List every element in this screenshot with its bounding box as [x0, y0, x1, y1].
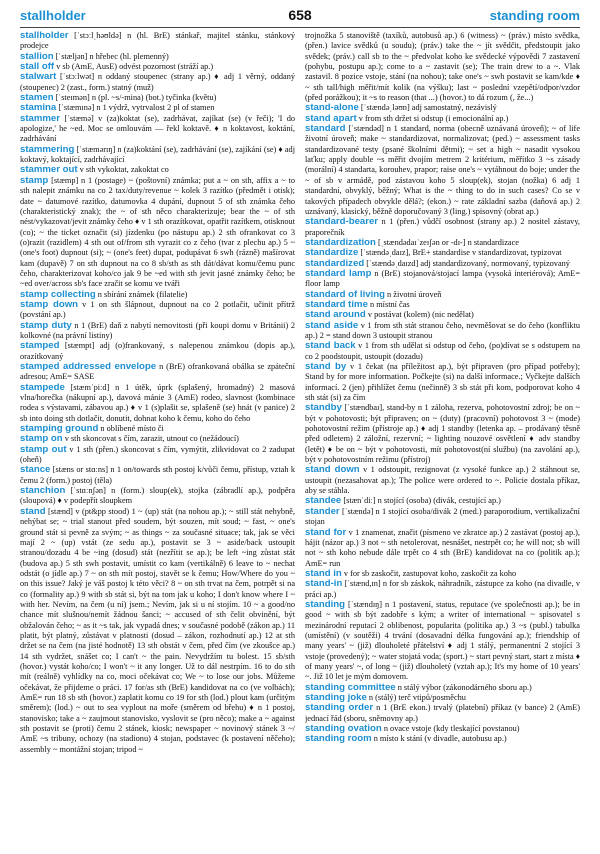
dictionary-columns	[20, 31, 580, 844]
entry-headword: stamp	[20, 174, 49, 186]
page-number: 658	[288, 7, 312, 23]
entry-headword: stamping ground	[20, 423, 99, 435]
dictionary-entry	[305, 600, 580, 683]
entry-headword: stamp duty	[20, 319, 72, 331]
dictionary-entry	[20, 145, 295, 166]
entry-headword: standing committee	[305, 681, 396, 693]
right-guide-word: standing room	[489, 8, 580, 23]
dictionary-entry	[20, 321, 295, 342]
dictionary-entry	[305, 569, 580, 579]
entry-headword: stand apart	[305, 112, 357, 124]
entry-headword: stand aside	[305, 319, 359, 331]
dictionary-entry	[305, 321, 580, 342]
entry-definition: [ˈstændɪŋ] n 1 postavení, status, reputace (ve společnosti ap.); be in good ~ with sb být zadobře s kým; a writer of international ~ spisovatel s mezinárodní reputací 2 oblibenost, popularita (politika ap.) 3 ~s (publ.) tabulka (umístění) (v soutěži) 4 trvání (dosavadní délka fungování ap.); friendship of many years' ~ (již) dlouholeté přátelství ♦ adj 1 stálý, permanentní 2 stojící 3 vstoje (provedený); ~ water stojatá voda; (sport.) ~ start pevný start, start z místa ♦ of many years' ~, of long ~ (již) dlouholetý (vztah ap.); It's my home of 10 years' ~. Již 10 let je mým domovem.	[305, 599, 580, 682]
dictionary-entry	[305, 362, 580, 403]
entry-definition: v 1 čekat (na příležitost ap.), být připraven (pro případ potřeby); Stand by for more information. Počkejte (si) na další informace.; Vyčkejte dalších informací. 2 (jen) přihlížet čemu (nečinně) 3 sb stát při kom, podporovat koho 4 sth stát (si) za čím	[305, 362, 580, 403]
dictionary-entry	[20, 62, 295, 72]
entry-definition: n 1 (BrE) daň z nabytí nemovitosti (při koupi domu v Británii) 2 kolkovné (na právní listiny)	[20, 320, 295, 340]
dictionary-entry	[305, 124, 580, 217]
dictionary-entry	[305, 507, 580, 528]
dictionary-entry	[305, 465, 580, 496]
entry-headword: stallholder	[20, 31, 69, 41]
entry-headword: standard time	[305, 298, 368, 310]
dictionary-entry	[20, 31, 295, 52]
entry-headword: stand around	[305, 309, 366, 321]
entry-headword: stand down	[305, 464, 360, 476]
entry-headword: standing	[305, 598, 345, 610]
dictionary-entry	[305, 114, 580, 124]
left-column	[20, 31, 295, 844]
dictionary-entry	[20, 445, 295, 466]
entry-definition: v 1 on sth šlápnout, dupnout na co 2 potlačit, učinit přítrž (povstání ap.)	[20, 299, 295, 320]
entry-definition: n místo k stání (v divadle, autobusu ap.)	[373, 734, 507, 744]
entry-headword: standing order	[305, 702, 374, 714]
entry-definition: [ˈsteɪmən] n (pl. ~s/-mina) (bot.) tyčinka (květu)	[55, 93, 217, 103]
entry-headword: stammer out	[20, 164, 78, 176]
entry-definition: [stæmp] n 1 (postage) ~ (poštovní) známka; put a ~ on sth, affix a ~ to sth nalepit známku na co 2 tax/duty/revenue ~ kolek 3 razítko (předmět i otisk); date ~ datumové razítko, datumovka 4 dupání, dupnout 5 of sth známka čeho (charakteristický znak); the ~ of sth něco charakterizuje; bear the ~ of sth nést/vykazovat/jevit známky čeho ♦ v 1 sth orazítkovat, opatřit razítkem, otisknout (co); ~ the ticket označit (si) jízdenku (po nástupu ap.) 2 sth ofrankovat co 3 (o)razit (razidlem) 4 sth out of/from sth vyrazit co z čeho (tvar z plechu ap.) 5 ~ (one's foot) dupnout (si); ~ (one's feet) dupat, podupávat 6 swh (rázně) mašírovat kam (dupavě) 7 on sth dupnout na co 8 sb/sth as sth dát/dávat komu/čemu punc čeho, charakterizovat koho/co jak 9 be ~ed with sth jevit jasné známky čeho; be ~ed over/across sb's face zračit se komu ve tváři	[20, 175, 295, 289]
entry-definition: [ˈstændəd] n 1 standard, norma (obecně uznávaná úroveň); ~ of life životní úroveň; make ~ standardizovat, normalizovat; (ped.) ~ assessment tasks standardizované testy (psané školními dětmi); ~ set a high ~ nasadit vysokou laťku; apply double ~s měřit dvojím metrem 2 kritérium, měřítko 3 ~s zásady (morální) 4 standarta, korouhev, prapor; raise one's ~ vytáhnout do boje; under the ~ of sb v armádě, pod zástavou koho 5 sloup(ek), stojan (nožka) 6 adj 1 standardní, obvyklý, běžný; What is the ~ thing to do in such cases? Co se v takových případech obvykle dělá?; (ekon.) ~ rate základní sazba (daňová ap.) 2 uznávaný, klasický, běžně doporučovaný 3 (ling.) spisovný (obrat ap.)	[305, 124, 580, 216]
entry-headword: stamped	[20, 340, 60, 352]
dictionary-entry	[20, 341, 295, 362]
entry-definition: [stænd] v (pt&pp stood) 1 ~ (up) stát (na nohou ap.); ~ still stát nehybně, nehýbat se; ~ trial stanout před soudem, být souzen, mít soud; ~ fast, ~ one's ground stát si pevně za svým; ~ as things ~ za současné situace; tak, jak se věci mají 2 ~ (up) vstát (ze sedu ap.), postavit se 3 ~ aside/back ustoupit stranou/dozadu 4 be ~ing (dosud) stát (nezřítit se ap.); be left ~ing zůstat stát (budova ap.) 5 sth swh postavit, umístit co kam (vertikálně) 6 leave to ~ nechat odstát (o jídle ap.) 7 ~ on sth mít postoj, stavět se k čemu; How/Where do you ~ on this issue? Jaký je váš postoj k této věci? 8 ~ on sth trvat na čem, potrpět si na co (formality ap.) 9 with sb stát si, být na tom jak u koho; I don't know where I ~ with her. Nevím, na čem (u ní) jsem.; Nevím, jak si u ní stojím. 10 ~ a good/no chance mít slušnou/nemít žádnou šanci; ~ accused of sth čelit obvinění, být obžalován čeho; ~ as it ~s tak, jak vypadá dnes; v současné podobě (zákon ap.) 11 platit, být platný, zůstávat v platnosti (dosud – zákon, rozhodnutí ap.) 12 at sth držet se na čem (na jisté hodnotě) 13 sth obstát v čem, před čím (ve zkoušce ap.) 14 sth vydržet, snášet co; I can't ~ the pain. Nevydržím tu bolest. 15 sb/sth (hovor.) vystát koho/co; I won't ~ it any longer. Už to dál nestrpím. 16 to do sth mít (reálně) vyhlídky na co, moci očekávat co; We ~ to lose our jobs. Můžeme očekávat, že přijdeme o práci. 17 for/as sth (BrE) kandidovat na co (ve volbách); AmE= run 18 sb sth (hovor.) zaplatit komu co 19 for sth (lod.) plout kam (určitým směrem); (lod.) ~ out to sea vyplout na moře (směrem od břehu) ♦ n 1 postoj, stanovisko; take a ~ zaujmout stanovisko, vyslovit se (pro něco); make a ~ against sth postavit se (proti) čemu 2 stánek, kiosk; newspaper ~ novinový stánek 3 ~/ AmE ~s tribuny, ochozy (na stadionu) 4 stojan, podstavec (k postavení něčeho); assembly ~ montážní stojan; tripod ~	[20, 506, 295, 754]
entry-definition: [ˈstændə] n 1 stojící osoba/divák 2 (med.) paraporodium, vertikalizační stojan	[305, 506, 580, 527]
entry-headword: stallion	[20, 50, 54, 62]
entry-headword: standard	[305, 123, 346, 135]
entry-headword: standby	[305, 402, 342, 414]
entry-headword: stampede	[20, 381, 65, 393]
entry-headword: stamp collecting	[20, 288, 96, 300]
entry-definition: [ˈstændəˌdaɪz], BrE+ standardise v standardizovat, typizovat	[360, 248, 562, 258]
entry-headword: stamina	[20, 102, 57, 114]
entry-headword: standardize	[305, 247, 359, 259]
entry-headword: standing room	[305, 733, 372, 745]
entry-headword: standee	[305, 495, 342, 507]
entry-definition: n stálý výbor (zákonodárného sboru ap.)	[397, 682, 532, 692]
entry-headword: stammering	[20, 143, 75, 155]
page-header	[20, 6, 580, 28]
entry-headword: standing joke	[305, 692, 367, 703]
dictionary-entry	[20, 93, 295, 103]
entry-definition: v postávat (kolem) (nic nedělat)	[367, 310, 474, 320]
dictionary-entry	[305, 403, 580, 465]
dictionary-entry	[20, 114, 295, 145]
entry-headword: standing ovation	[305, 723, 382, 735]
entry-definition: [ˈstæmɪnə] n 1 výdrž, vytrvalost 2 pl of stamen	[58, 103, 215, 113]
entry-headword: stamp down	[20, 298, 79, 310]
entry-headword: stammer	[20, 112, 60, 124]
entry-definition: v 1 from sth stát stranou čeho, nevměšovat se do čeho (konfliktu ap.) 2 = stand down 3 ustoupit stranou	[305, 320, 580, 340]
entry-definition: n sbírání známek (filatelie)	[97, 289, 188, 299]
entry-headword: standard of living	[305, 288, 385, 300]
dictionary-entry	[20, 176, 295, 290]
entry-headword: stand in	[305, 567, 342, 579]
entry-headword: standard lamp	[305, 267, 372, 279]
entry-definition: [ˈstæmərɪŋ] n (za)koktání (se), zadrhávání (se), zajíkání (se) ♦ adj koktavý, koktající, zadrhávající	[20, 144, 295, 165]
entry-definition: n (stálý) terč vtipů/posměchu	[368, 693, 466, 702]
entry-definition: [ˈstɔːlˌhəʊldə] n (hl. BrE) stánkař, majitel stánku, stánkový prodejce	[20, 31, 295, 51]
entry-definition: [ˈstændbaɪ], stand-by n 1 záloha, rezerva, pohotovostní zdroj; be on ~ být v pohotovosti; být připraven; on ~ (duty) (pracovní) pohotovost 3 ~ (mode) pohotovostní režim (přístroje ap.) ♦ adj 1 standby (letenka ap. – prodávaný těsně před odletem) 2 záložní, rezervní; ~ lighting nouzové osvětlení ♦ adv standby (letět) ♦ be on ~ být v pohotovosti, mít pohotovost(ní službu) (na zavolání ap.), být v pohotovostním režimu (přístroj)	[305, 403, 580, 465]
entry-headword: stand for	[305, 526, 347, 538]
entry-headword: stalwart	[20, 71, 57, 83]
header-rule	[20, 27, 580, 28]
entry-headword: stand by	[305, 361, 347, 372]
entry-headword: standardized	[305, 257, 365, 269]
entry-definition: trojnožka 5 stanoviště (taxíků, autobusů ap.) 6 (witness) ~ (práv.) místo svědka, (přen.) lavice svědků (u soudu); (práv.) take the ~ jít svědčit, předstoupit jako svědek; (práv.) call sb to the ~ předvolat koho ke svědecké výpovědi 7 zastavení (pohybu, postupu ap.); come to a ~ zastavit (se); The train drew to a ~. Vlak zastavil. 8 pozice vstoje, stání (na nohou); take one's ~ swh postavit se kam/kde ♦ ~ sth tall/high měřit/mít kolik (na výšku); last ~ poslední vzepětí/odpor/vzdor (před porážkou); it ~s to reason (that ...) (hovor.) to dá rozum (, že...)	[305, 31, 580, 103]
dictionary-entry	[20, 507, 295, 755]
entry-definition: n (BrE) stojanová/stojací lampa (vysoká interiérová); AmE= floor lamp	[305, 268, 580, 289]
dictionary-entry	[20, 486, 295, 507]
entry-definition: v sth vykoktat, zakoktat co	[79, 165, 169, 175]
dictionary-entry	[305, 341, 580, 362]
entry-definition: v 1 znamenat, značit (písmeno ve zkratce ap.) 2 zastávat (postoj ap.), hájit (názor ap.) 3 not ~ sth netolerovat, nesnášet, nestrpět co; he will not; sb will not ~ sth koho nebude dále trpět co 4 sth (BrE) kandidovat na co (politik ap.); AmE= run	[305, 527, 580, 568]
entry-definition: v 1 from sth udělat si odstup od čeho, (po)dívat se s odstupem na co 2 poodstoupit, ustoupit (dozadu)	[305, 341, 580, 361]
entry-definition: [stæmpt] adj (o)frankovaný, s nalepenou známkou (dopis ap.), orazítkovaný	[20, 341, 295, 361]
entry-headword: stand	[20, 505, 46, 517]
dictionary-entry	[20, 300, 295, 321]
entry-definition: [ˈstændəˌləʊn] adj samostatný, nezávislý	[360, 103, 497, 113]
dictionary-entry	[305, 31, 580, 103]
dictionary-entry	[305, 496, 580, 506]
dictionary-entry	[305, 217, 580, 238]
entry-headword: standardization	[305, 236, 376, 248]
entry-headword: stamp out	[20, 443, 67, 455]
entry-definition: v sth skoncovat s čím, zarazit, utnout co (nežádoucí)	[64, 434, 239, 444]
entry-definition: v for sb zaskočit, zastupovat koho, zaskočit za koho	[343, 568, 517, 578]
entry-definition: n místní čas	[370, 299, 410, 309]
entry-definition: [ˈstɔːlwət] n oddaný stoupenec (strany ap.) ♦ adj 1 věrný, oddaný (stoupenec) 2 (zast., form.) statný (muž)	[20, 72, 295, 92]
dictionary-entry	[20, 165, 295, 175]
dictionary-entry	[305, 269, 580, 290]
entry-headword: stamp on	[20, 433, 63, 445]
entry-definition: [ˈstæljən] n hřebec (hl. plemenný)	[55, 51, 169, 61]
entry-headword: stamped addressed envelope	[20, 361, 157, 372]
entry-definition: [ˌstændədaɪˈzeɪʃən or -dɪ-] n standardizace	[377, 237, 519, 247]
entry-headword: stander	[305, 505, 340, 517]
entry-definition: v 1 sth (přen.) skoncovat s čím, vymýtit, zlikvidovat co 2 zadupat (oheň)	[20, 444, 295, 465]
entry-definition: [ˈstænd,ɪn] n for sb záskok, náhradník, zástupce za koho (na divadle, v práci ap.)	[305, 579, 580, 599]
entry-definition: v from sth držet si odstup (i emocionální ap.)	[358, 113, 509, 123]
entry-definition: n 1 (přen.) vůdčí osobnost (strany ap.) 2 nositel zástavy, praporečník	[305, 217, 580, 237]
entry-headword: stand-alone	[305, 102, 359, 114]
entry-definition: v sb (AmE, AusE) odvést pozornost (stráží ap.)	[56, 62, 214, 72]
dictionary-entry	[305, 734, 580, 744]
dictionary-entry	[305, 703, 580, 724]
entry-headword: stanchion	[20, 485, 66, 497]
dictionary-entry	[20, 103, 295, 113]
entry-definition: [ˈstɑːnʃən] n (form.) sloup(ek), stojka (zábradlí ap.), podpěra (sloupová) ♦ v podepřít sloupkem	[20, 486, 295, 506]
entry-definition: n oblíbené místo či	[100, 424, 164, 434]
dictionary-entry	[305, 579, 580, 600]
entry-definition: v 1 odstoupit, rezignovat (z vysoké funkce ap.) 2 stáhnout se, ustoupit (nezasahovat ap.); The police were ordered to ~. Policie dostala příkaz, aby se stáhla.	[305, 465, 580, 496]
left-guide-word: stallholder	[20, 8, 86, 23]
entry-headword: standard-bearer	[305, 216, 379, 228]
entry-definition: [stæmˈpiːd] n 1 útěk, úprk (splašený, hromadný) 2 masová vlna/horečka (nákupní ap.), davová mánie 3 (AmE) rodeo, slavnost (kombinace rodea s výstavami, zábavou ap.) ♦ v 1 (s)plašit se, splašeně (se) hnát (v panice) 2 sb into doing sth dotlačit, donutit, dohnat koho k čemu, koho do čeho	[20, 382, 295, 423]
entry-definition: n 1 (BrE ekon.) trvalý (platební) příkaz (v bance) 2 (AmE) jednací řád (sboru, sněmovny ap.)	[305, 703, 580, 723]
right-column	[305, 31, 580, 844]
entry-definition: n ovace vstoje (kdy tleskající povstanou)	[383, 724, 520, 734]
entry-headword: stand back	[305, 340, 356, 352]
entry-headword: stamen	[20, 92, 54, 104]
entry-definition: [stænˈdiː] n stojící (osoba) (divák, cestující ap.)	[343, 496, 501, 506]
dictionary-entry	[305, 528, 580, 569]
dictionary-entry	[20, 383, 295, 424]
dictionary-entry	[20, 52, 295, 62]
entry-definition: n (BrE) ofrankovaná obálka se zpáteční adresou; AmE= SASE	[20, 362, 295, 382]
entry-definition: [ˈstændəˌdaɪzd] adj standardizovaný, normovaný, typizovaný	[366, 258, 570, 268]
entry-headword: stance	[20, 464, 51, 476]
entry-headword: stall off	[20, 61, 55, 73]
dictionary-entry	[20, 72, 295, 93]
dictionary-entry	[20, 362, 295, 383]
dictionary-entry	[20, 465, 295, 486]
entry-definition: n životní úroveň	[387, 289, 442, 299]
entry-definition: [ˈstæmə] v (za)koktat (se), zadrhávat, zajíkat (se) (v řeči); 'I do apologize,' he ~ed. Moc se omlouvám — řekl koktavě. ♦ n koktavost, koktání, zadrhávání	[20, 113, 295, 144]
entry-definition: [stæns or stɑːns] n 1 on/towards sth postoj k/vůči čemu, přístup, vztah k čemu 2 (form.) postoj (těla)	[20, 465, 295, 485]
entry-headword: stand-in	[305, 578, 343, 590]
